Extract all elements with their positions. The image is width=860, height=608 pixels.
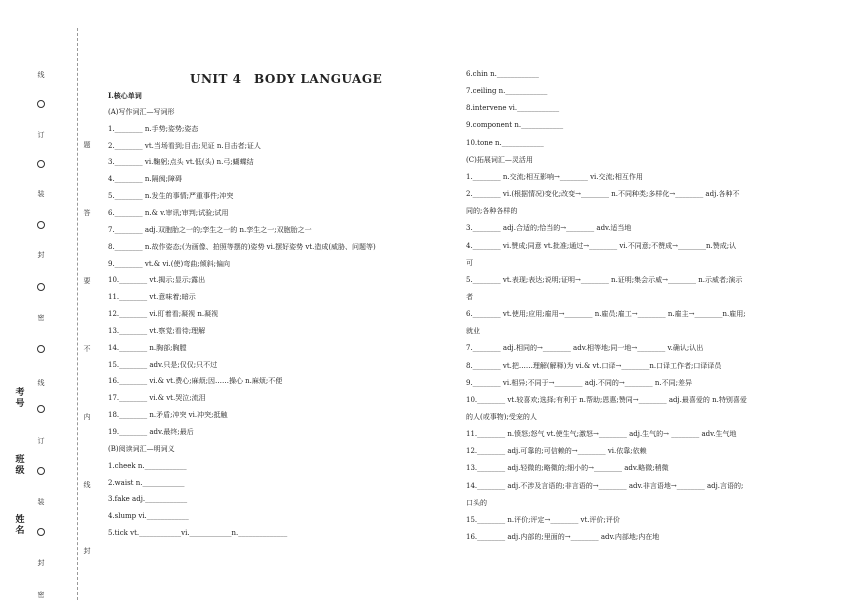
notice-char: 题 [83,141,91,149]
class-label: 班级 [15,455,25,476]
worksheet-line: 13.________ vt.察觉;看待;理解 [108,326,206,335]
binding-char: 装 [37,498,45,506]
binding-char: 线 [37,379,45,387]
worksheet-line: 1.________ n.手势;姿势;姿态 [108,124,199,133]
worksheet-line: 12.________ vi.盯着看;凝视 n.凝视 [108,310,219,319]
notice-char: 封 [83,547,91,555]
worksheet-line: (C)拓展词汇—灵活用 [466,155,533,164]
notice-char: 不 [83,345,91,353]
worksheet-line: 7.ceiling n.____________ [466,87,548,96]
binding-char: 线 [37,71,45,79]
cut-line [77,28,78,600]
worksheet-line: (B)阅读词汇—明词义 [108,444,175,453]
binding-hole [37,467,45,475]
worksheet-line: 6.________ vt.使用;应用;雇用→________ n.雇员;雇工→________ n.雇主→________n.雇用; [466,310,746,319]
worksheet-line: 14.________ adj.不涉及言语的;非言语的→________ adv.非言语地→________ adj.言语的; [466,481,744,490]
worksheet-line: 11.________ n.愤怒;怒气 vt.使生气;激怒→________ adj.生气的→ ________ adv.生气地 [466,430,737,439]
binding-hole [37,283,45,291]
binding-hole [37,405,45,413]
binding-char: 订 [37,437,45,445]
worksheet-line: 4.________ vi.赞成;同意 vt.批准;通过→________ vi.不同意;不赞成→________n.赞成;认 [466,241,737,250]
worksheet-line: 2.________ vt.当场看到;目击;见证 n.目击者;证人 [108,141,261,150]
worksheet-line: 同的;各种各样的 [466,207,518,216]
worksheet-line: 者 [466,292,473,301]
binding-hole [37,100,45,108]
worksheet-line: 口头的 [466,498,487,507]
binding-char: 封 [37,251,45,259]
notice-char: 要 [83,277,91,285]
worksheet-line: 6.chin n.____________ [466,70,539,78]
binding-margin [0,0,96,608]
binding-char: 密 [37,314,45,322]
binding-hole [37,528,45,536]
worksheet-line: 15.________ adv.只是;仅仅;只不过 [108,360,218,369]
worksheet-line: 9.________ vi.相异;不同于→________ adj.不同的→________ n.不同;差异 [466,378,693,387]
binding-hole [37,160,45,168]
worksheet-line: 13.________ adj.轻微的;略微的;细小的→________ adv.略微;稍微 [466,464,669,473]
binding-char: 装 [37,190,45,198]
worksheet-line: 15.________ n.评价;评定→________ vt.评价;评价 [466,515,620,524]
worksheet-line: 3.________ vi.鞠躬;点头 vt.低(头) n.弓;蝴蝶结 [108,158,254,167]
binding-hole [37,345,45,353]
binding-char: 密 [37,591,45,599]
worksheet-line: 1.cheek n.____________ [108,461,187,470]
worksheet-line: 8.________ n.故作姿态;(为画像、拍照等摆的)姿势 vi.摆好姿势 vt.造成(威胁、问题等) [108,242,376,251]
worksheet-line: 16.________ adj.内部的;里面的→________ adv.内部地;内在地 [466,533,660,542]
worksheet-line: 3.fake adj.____________ [108,495,188,504]
worksheet-line: 14.________ n.胸部;胸膛 [108,343,187,352]
notice-char: 内 [83,413,91,421]
worksheet-line: 2.________ vi.(根据情况)变化;改变→________ n.不同种类;多样化→________ adj.各种不 [466,190,740,199]
worksheet-line: 5.________ n.发生的事情;严重事件;冲突 [108,192,234,201]
worksheet-line: 9.________ vt.& vi.(使)弯曲;倾斜;偏向 [108,259,230,268]
worksheet-line: 10.________ vt.较喜欢;选择;有利于 n.帮助;恩惠;赞同→________ adj.最喜爱的 n.特别喜爱 [466,395,747,404]
notice-char: 线 [83,481,91,489]
page-title: UNIT 4 BODY LANGUAGE [190,72,383,86]
worksheet-line: 8.intervene vi.____________ [466,104,560,113]
exam-number-label: 考号 [15,388,25,409]
worksheet-line: 4.________ n.隔阂;障碍 [108,175,182,184]
worksheet-line: 18.________ n.矛盾;冲突 vi.冲突;抵触 [108,411,228,420]
worksheet-line: 7.________ adj.双胞胎之一的;孪生之一的 n.孪生之一;双胞胎之一 [108,225,312,234]
worksheet-line: 就业 [466,327,480,336]
worksheet-line: (A)写作词汇—写词形 [108,107,175,116]
worksheet-line: 17.________ vi.& vt.哭泣;流泪 [108,394,206,403]
worksheet-line: 3.________ adj.合适的;恰当的→________ adv.适当地 [466,224,632,233]
name-label: 姓名 [15,515,25,536]
binding-hole [37,221,45,229]
worksheet-line: 7.________ adj.相同的→________ adv.相等地;同一地→________ v.确认;认出 [466,344,704,353]
worksheet-line: 5.tick vt.____________vi.____________n.______________ [108,529,288,538]
worksheet-line: 1.________ n.交流;相互影响→________ vi.交流;相互作用 [466,172,643,181]
worksheet-line: 16.________ vi.& vt.费心;麻烦;因……操心 n.麻烦;不便 [108,377,283,386]
worksheet-line: 2.waist n.____________ [108,478,185,487]
worksheet-line: 10.________ vt.揭示;显示;露出 [108,276,206,285]
worksheet-line: 9.component n.____________ [466,121,564,130]
worksheet-line: 的人(或事物);受宠的人 [466,413,537,421]
worksheet-line: 12.________ adj.可靠的;可信赖的→________ vi.依靠;依赖 [466,447,647,456]
worksheet-line: 可 [466,258,473,267]
binding-char: 封 [37,559,45,567]
notice-char: 答 [83,209,91,217]
worksheet-line: 6.________ n.& v.审讯;审判;试验;试用 [108,208,229,217]
worksheet-line: 5.________ vt.表现;表达;说明;证明→________ n.证明;集会示威→________ n.示威者;演示 [466,275,743,284]
worksheet-line: 4.slump vi.____________ [108,512,189,521]
worksheet-line: 19.________ adv.最终;最后 [108,428,194,436]
worksheet-line: 11.________ vt.意味着;暗示 [108,293,196,302]
worksheet-line: 8.________ vt.把……理解(解释)为 vi.& vt.口译→________n.口译工作者;口译译员 [466,361,722,370]
worksheet-line: 10.tone n.____________ [466,138,544,147]
binding-char: 订 [37,131,45,139]
worksheet-line: Ⅰ.核心单词 [108,91,142,100]
